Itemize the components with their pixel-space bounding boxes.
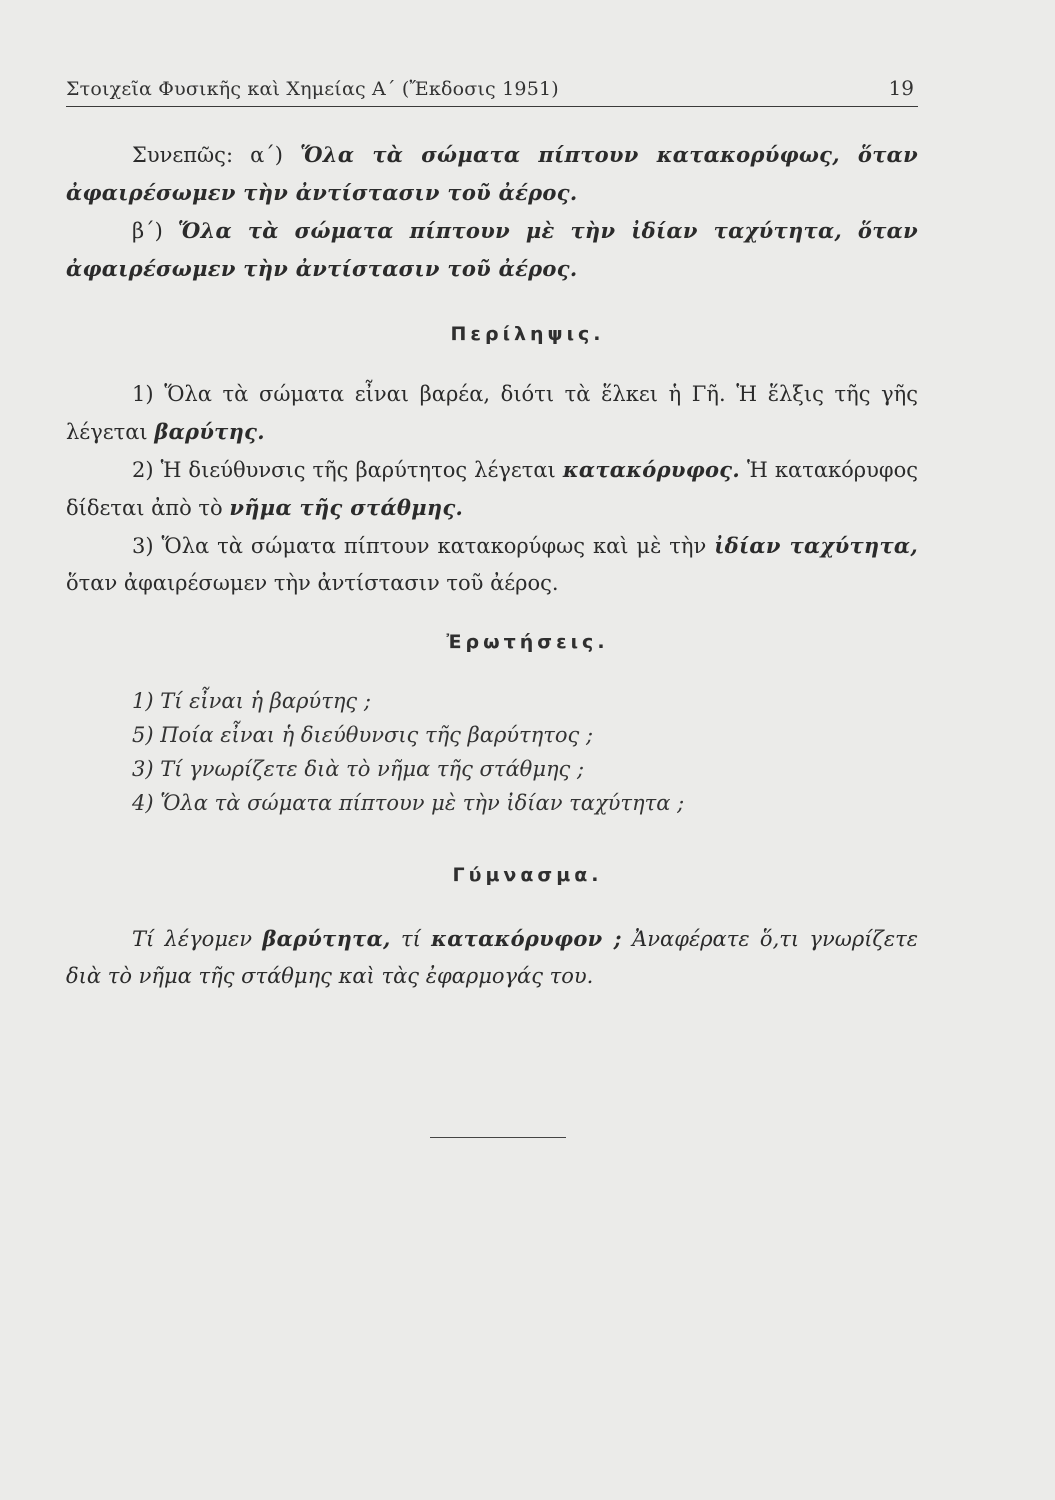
running-header (66, 76, 918, 107)
question-item: 3) Τί γνωρίζετε διὰ τὸ νῆμα τῆς στάθμης ; (132, 757, 585, 781)
question-item: 5) Ποία εἶναι ἡ διεύθυνσις τῆς βαρύτητος ; (132, 723, 594, 747)
conclusion-a (66, 136, 918, 212)
conclusion-b-text: Ὅλα τὰ σώματα πίπτουν μὲ τὴν ἰδίαν ταχύτητα, ὅταν ἀφαιρέσωμεν τὴν ἀντίστασιν τοῦ ἀέρος. (66, 218, 918, 281)
exercise-text (66, 920, 918, 995)
summary-1-term: βαρύτης. (154, 419, 265, 444)
question-item: 4) Ὅλα τὰ σώματα πίπτουν μὲ τὴν ἰδίαν ταχύτητα ; (132, 791, 685, 815)
questions-list (132, 684, 912, 820)
conclusion-lead: Συνεπῶς: α΄) (132, 143, 283, 167)
conclusion-a-text: Ὅλα τὰ σώματα πίπτουν κατακορύφως, ὅταν ἀφαιρέσωμεν τὴν ἀντίστασιν τοῦ ἀέρος. (66, 142, 918, 205)
conclusion-block (66, 136, 918, 288)
summary-point-2 (66, 451, 918, 527)
page-number: 19 (888, 76, 914, 100)
conclusion-b-lead: β΄) (132, 219, 163, 243)
exercise-block (66, 920, 918, 995)
summary-heading: Περίληψις. (450, 323, 605, 345)
summary-3-term: ἰδίαν ταχύτητα, (714, 533, 919, 558)
exercise-t5: Ἀναφέρατε ὅ,τι γνωρίζετε διὰ τὸ νῆμα τῆς στάθμης καὶ τὰς ἐφαρμογάς του. (66, 927, 918, 988)
questions-heading: Ἐρωτήσεις. (446, 631, 609, 653)
question-item: 1) Τί εἶναι ἡ βαρύτης ; (132, 689, 371, 713)
end-rule (430, 1137, 566, 1138)
summary-2-text-b: Ἡ κατακόρυφος δίδεται ἀπὸ τὸ (66, 458, 918, 520)
exercise-t1: Τί λέγομεν (132, 927, 253, 951)
exercise-heading: Γύμνασμα. (452, 864, 603, 886)
summary-3-text-b: ὅταν ἀφαιρέσωμεν τὴν ἀντίστασιν τοῦ ἀέρος. (66, 571, 559, 595)
summary-point-1 (66, 376, 918, 451)
summary-2-text: 2) Ἡ διεύθυνσις τῆς βαρύτητος λέγεται (132, 458, 556, 482)
summary-2-term: κατακόρυφος. (562, 457, 741, 482)
summary-1-text: 1) Ὅλα τὰ σώματα εἶναι βαρέα, διότι τὰ ἕλκει ἡ Γῆ. Ἡ ἕλξις τῆς γῆς λέγεται (66, 382, 918, 444)
summary-2-term-b: νῆμα τῆς στάθμης. (229, 495, 464, 520)
book-title: Στοιχεῖα Φυσικῆς καὶ Χημείας Α΄ (Ἔκδοσις 1951) (66, 78, 559, 100)
conclusion-b (66, 212, 918, 288)
summary-point-3 (66, 527, 918, 602)
summary-3-text: 3) Ὅλα τὰ σώματα πίπτουν κατακορύφως καὶ μὲ τὴν (132, 534, 707, 558)
exercise-t4: κατακόρυφον ; (431, 926, 622, 951)
exercise-t3: τί (400, 927, 421, 951)
exercise-t2: βαρύτητα, (262, 926, 391, 951)
summary-block (66, 376, 918, 602)
